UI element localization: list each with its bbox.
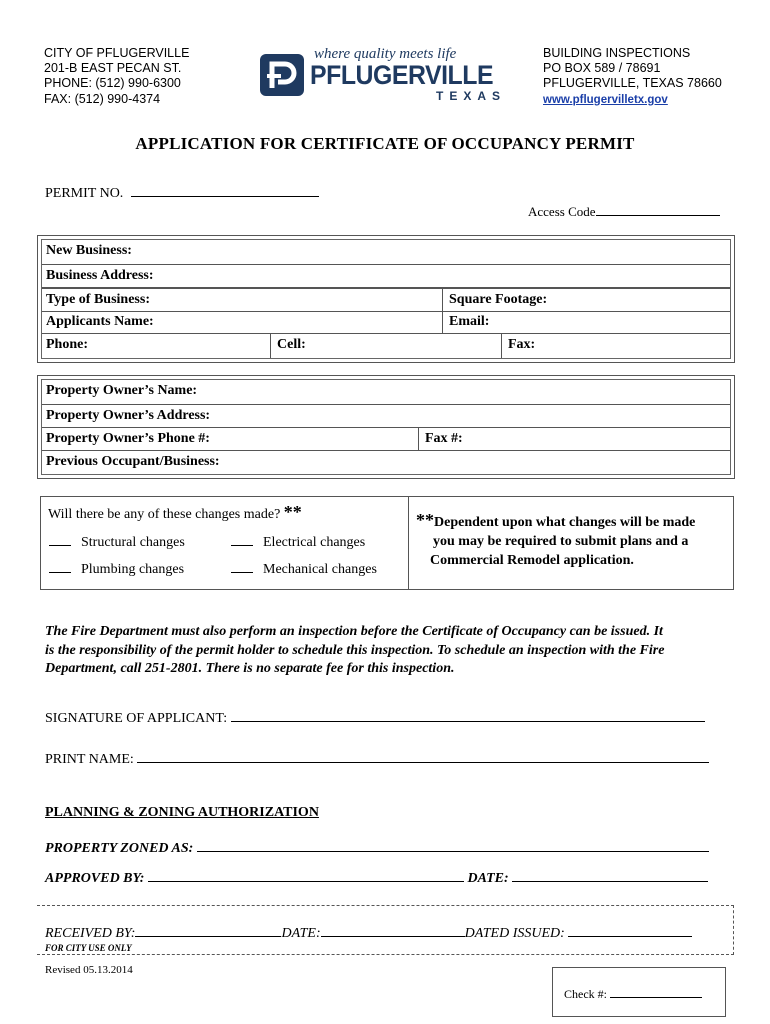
structural-blank[interactable] xyxy=(49,545,71,546)
changes-stars: ** xyxy=(283,502,302,522)
logo-state: TEXAS xyxy=(436,89,507,103)
check-box xyxy=(552,967,726,1017)
city-street: 201-B EAST PECAN ST. xyxy=(44,61,182,76)
structural-option[interactable] xyxy=(49,535,185,551)
permit-no-field[interactable] xyxy=(131,196,319,197)
inspections-city: PFLUGERVILLE, TEXAS 78660 xyxy=(543,76,722,91)
plumbing-option[interactable] xyxy=(49,562,184,578)
dated-issued-label: DATED ISSUED: xyxy=(464,926,565,941)
access-code-field[interactable] xyxy=(596,215,720,216)
received-by-label: RECEIVED BY: xyxy=(45,926,136,941)
signature-label: SIGNATURE OF APPLICANT: xyxy=(45,711,228,726)
type-of-business-label: Type of Business: xyxy=(46,292,150,307)
owner-fax-label: Fax #: xyxy=(425,431,463,446)
zoned-as-field[interactable] xyxy=(197,851,709,852)
logo-mark-icon xyxy=(258,52,306,98)
approval-date-field[interactable] xyxy=(512,881,708,882)
zoned-as-label: PROPERTY ZONED AS: xyxy=(45,841,194,856)
signature-row xyxy=(45,711,705,727)
permit-no-row xyxy=(45,186,319,202)
fire-notice-line-2: is the responsibility of the permit holder to schedule this inspection. To schedule an inspection with the Fire xyxy=(45,642,665,658)
check-label: Check #: xyxy=(564,987,607,1001)
approval-date-label: DATE: xyxy=(467,871,509,886)
electrical-option[interactable] xyxy=(231,535,365,551)
approved-by-field[interactable] xyxy=(148,881,464,882)
cell-label: Cell: xyxy=(277,337,306,352)
city-use-only-label: FOR CITY USE ONLY xyxy=(45,943,132,953)
electrical-label: Electrical changes xyxy=(263,535,366,550)
received-by-field[interactable] xyxy=(135,936,281,937)
changes-question-row xyxy=(48,502,302,523)
mechanical-option[interactable] xyxy=(231,562,377,578)
access-code-label: Access Code xyxy=(528,204,596,219)
print-name-row xyxy=(45,752,709,768)
zoned-as-row xyxy=(45,841,709,857)
page-title: APPLICATION FOR CERTIFICATE OF OCCUPANCY PERMIT xyxy=(135,134,635,153)
note-line-1: Dependent upon what changes will be made xyxy=(434,515,696,530)
fire-notice-line-3: Department, call 251-2801. There is no separate fee for this inspection. xyxy=(45,661,455,676)
dated-issued-field[interactable] xyxy=(568,936,692,937)
city-use-row xyxy=(45,926,692,942)
fax-label: Fax: xyxy=(508,337,536,352)
applicants-name-label: Applicants Name: xyxy=(46,314,154,329)
mechanical-blank[interactable] xyxy=(231,572,253,573)
plumbing-label: Plumbing changes xyxy=(81,562,185,577)
city-address-block xyxy=(44,46,189,107)
approved-by-label: APPROVED BY: xyxy=(45,871,145,886)
owner-address-label: Property Owner’s Address: xyxy=(46,408,211,423)
city-phone: PHONE: (512) 990-6300 xyxy=(44,76,181,91)
owner-phone-label: Property Owner’s Phone #: xyxy=(46,431,210,446)
changes-note xyxy=(416,511,695,570)
city-use-box xyxy=(37,905,734,955)
website-link[interactable]: www.pflugervilletx.gov xyxy=(543,93,668,106)
approved-by-row xyxy=(45,871,708,887)
new-business-label: New Business: xyxy=(46,243,132,258)
note-stars: ** xyxy=(416,510,434,530)
changes-box xyxy=(40,496,734,590)
check-row xyxy=(564,987,702,1002)
check-field[interactable] xyxy=(610,997,702,998)
electrical-blank[interactable] xyxy=(231,545,253,546)
print-name-label: PRINT NAME: xyxy=(45,752,134,767)
signature-field[interactable] xyxy=(231,721,705,722)
email-label: Email: xyxy=(449,314,490,329)
logo-name: PFLUGERVILLE xyxy=(310,60,494,90)
print-name-field[interactable] xyxy=(137,762,709,763)
fire-department-notice xyxy=(45,623,664,679)
city-date-field[interactable] xyxy=(321,936,465,937)
changes-question: Will there be any of these changes made? xyxy=(48,507,281,522)
logo-tagline: where quality meets life xyxy=(314,46,457,62)
phone-label: Phone: xyxy=(46,337,88,352)
plumbing-blank[interactable] xyxy=(49,572,71,573)
city-name: CITY OF PFLUGERVILLE xyxy=(44,46,190,60)
note-line-2: you may be required to submit plans and a xyxy=(433,534,689,549)
pflugerville-logo xyxy=(258,46,507,106)
inspections-address-block xyxy=(543,46,722,108)
inspections-title: BUILDING INSPECTIONS xyxy=(543,46,691,60)
access-code-row xyxy=(528,204,720,220)
fire-notice-line-1: The Fire Department must also perform an inspection before the Certificate of Occupancy can be issued. It xyxy=(45,624,663,639)
note-line-3: Commercial Remodel application. xyxy=(430,553,634,568)
business-info-box xyxy=(37,235,735,363)
revised-date: Revised 05.13.2014 xyxy=(45,964,133,976)
mechanical-label: Mechanical changes xyxy=(263,562,377,577)
inspections-pobox: PO BOX 589 / 78691 xyxy=(543,61,661,76)
owner-name-label: Property Owner’s Name: xyxy=(46,383,198,398)
previous-occupant-label: Previous Occupant/Business: xyxy=(46,454,220,469)
permit-no-label: PERMIT NO. xyxy=(45,186,124,201)
square-footage-label: Square Footage: xyxy=(449,292,548,307)
property-owner-box xyxy=(37,375,735,479)
city-date-label: DATE: xyxy=(281,926,321,941)
business-address-label: Business Address: xyxy=(46,268,154,283)
planning-heading: PLANNING & ZONING AUTHORIZATION xyxy=(45,805,319,820)
city-fax: FAX: (512) 990-4374 xyxy=(44,91,161,106)
structural-label: Structural changes xyxy=(81,535,185,550)
